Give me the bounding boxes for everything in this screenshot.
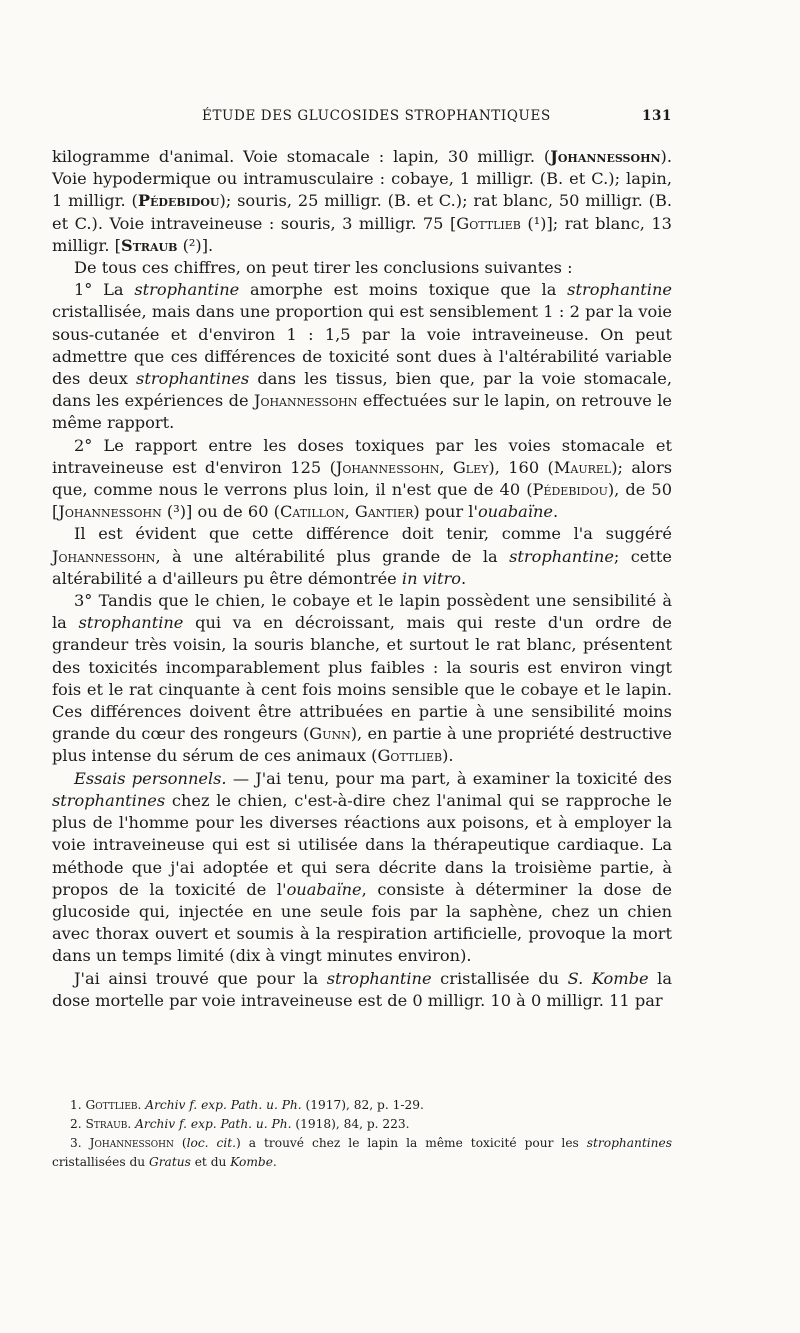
paragraph: 2° Le rapport entre les doses toxiques par les voies stomacale et intraveineuse est d'environ 125 (Johannessohn, Gley), 160 (Maurel); alors que, comme nous le verrons plus loin, il n'est que de 40 (Pédebidou), de 50 [Johannessohn (³)] ou de 60 (Catillon, Gantier) pour l'ouabaïne. <box>52 435 673 522</box>
paragraph: 1° La strophantine amorphe est moins toxique que la strophantine cristallisée, mais dans une proportion qui est sensiblement 1 : 2 par la voie sous-cutanée et d'environ 1 : 1,5 par la voie intraveineuse. On peut admettre que ces différences de toxicité sont dues à l'altérabilité variable des deux strophantines dans les tissus, bien que, par la voie stomacale, dans les expériences de Johannessohn effectuées sur le lapin, on retrouve le même rapport. <box>52 280 672 433</box>
page-number: 131 <box>642 108 672 124</box>
running-title: ÉTUDE DES GLUCOSIDES STROPHANTIQUES <box>202 108 551 124</box>
footnote: 3. Johannessohn (loc. cit.) a trouvé chez le lapin la même toxicité pour les strophantines cristallisées du Gratus et du Kombe. <box>52 1136 672 1169</box>
paragraph: Il est évident que cette différence doit tenir, comme l'a suggéré Johannessohn, à une altérabilité plus grande de la strophantine; cette altérabilité a d'ailleurs pu être démontrée in vitro. <box>52 524 672 588</box>
paragraph: kilogramme d'animal. Voie stomacale : lapin, 30 milligr. (Johannessohn). Voie hypodermique ou intramusculaire : cobaye, 1 milligr. (B. et C.); lapin, 1 milligr. (Pédebidou); souris, 25 milligr. (B. et C.); rat blanc, 50 milligr. (B. et C.). Voie intraveineuse : souris, 3 milligr. 75 [Gottlieb (¹)]; rat blanc, 13 milligr. [Straub (²)]. <box>52 147 673 255</box>
footnote: 2. Straub. Archiv f. exp. Path. u. Ph. (1918), 84, p. 223. <box>70 1117 410 1131</box>
paragraph: De tous ces chiffres, on peut tirer les conclusions suivantes : <box>74 258 573 278</box>
footnotes <box>52 1096 672 1172</box>
main-text <box>52 146 672 1012</box>
paragraph: Essais personnels. — J'ai tenu, pour ma part, à examiner la toxicité des strophantines chez le chien, c'est-à-dire chez l'animal qui se rapproche le plus de l'homme pour les diverses réactions aux poisons, et à employer la voie intraveineuse qui est si utilisée dans la thérapeutique cardiaque. La méthode que j'ai adoptée et qui sera décrite dans la troisième partie, à propos de la toxicité de l'ouabaïne, consiste à déterminer la dose de glucoside qui, injectée en une seule fois par la saphène, chez un chien avec thorax ouvert et soumis à la respiration artificielle, provoque la mort dans un temps limité (dix à vingt minutes environ). <box>52 768 672 966</box>
paragraph: J'ai ainsi trouvé que pour la strophantine cristallisée du S. Kombe la dose mortelle par voie intraveineuse est de 0 milligr. 10 à 0 milligr. 11 par <box>52 968 672 1010</box>
paragraph: 3° Tandis que le chien, le cobaye et le lapin possèdent une sensibilité à la strophantine qui va en décroissant, mais qui reste d'un ordre de grandeur très voisin, la souris blanche, et surtout le rat blanc, présentent des toxicités incomparablement plus faibles : la souris est environ vingt fois et le rat cinquante à cent fois moins sensible que le cobaye et le lapin. Ces différences doivent être attribuées en partie à une sensibilité moins grande du cœur des rongeurs (Gunn), en partie à une propriété destructive plus intense du sérum de ces animaux (Gottlieb). <box>52 591 672 766</box>
footnote: 1. Gottlieb. Archiv f. exp. Path. u. Ph. (1917), 82, p. 1-29. <box>70 1098 424 1112</box>
